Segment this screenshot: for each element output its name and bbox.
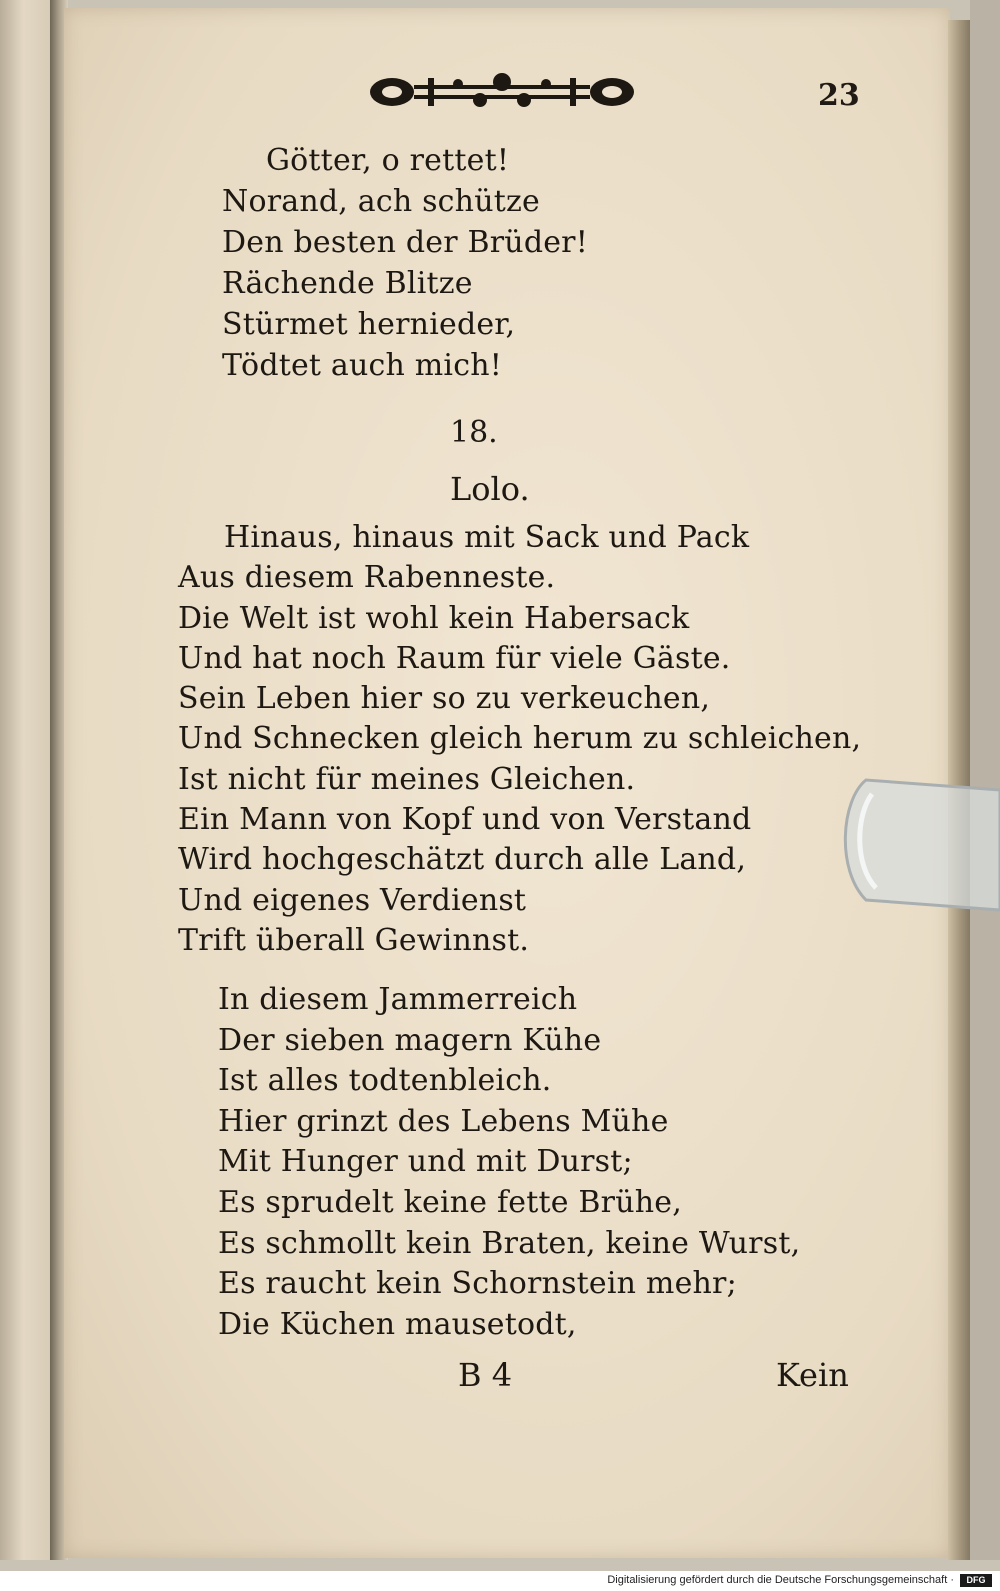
verse-line: Götter, o rettet! (266, 143, 510, 178)
verse-line: Ein Mann von Kopf und von Verstand (178, 802, 752, 838)
verse-line: Den besten der Brüder! (222, 225, 588, 260)
verse-line: Hier grinzt des Lebens Mühe (218, 1103, 669, 1139)
signature-mark: B 4 (458, 1356, 513, 1394)
verse-line: Die Küchen mausetodt, (218, 1306, 577, 1342)
verse-line: Mit Hunger und mit Durst; (218, 1144, 633, 1180)
stanza-3 (218, 980, 800, 1345)
verse-line: Aus diesem Rabenneste. (178, 560, 556, 596)
verse-line: Trift überall Gewinnst. (178, 922, 530, 958)
verse-line: Hinaus, hinaus mit Sack und Pack (224, 520, 750, 555)
verse-line: Ist nicht für meines Gleichen. (178, 761, 636, 797)
dfg-logo: DFG (960, 1574, 992, 1587)
verse-line: Norand, ach schütze (222, 184, 540, 219)
verse-line: Ist alles todtenbleich. (218, 1063, 552, 1099)
section-number: 18. (450, 415, 498, 450)
speaker-name: Lolo. (450, 470, 530, 508)
stanza-1 (222, 140, 588, 386)
stanza-2 (178, 518, 861, 961)
verse-line: Und Schnecken gleich herum zu schleichen, (178, 721, 862, 757)
verse-line: Rächende Blitze (222, 266, 473, 301)
verse-line: Und hat noch Raum für viele Gäste. (178, 640, 731, 676)
funding-credit: Digitalisierung gefördert durch die Deutsche Forschungsgemeinschaft · (607, 1574, 954, 1586)
verse-line: Stürmet hernieder, (222, 307, 516, 342)
verse-line: Die Welt ist wohl kein Habersack (178, 600, 690, 636)
verse-line: In diesem Jammerreich (218, 982, 578, 1017)
verse-line: Es raucht kein Schornstein mehr; (218, 1266, 737, 1302)
header-ornament (368, 70, 636, 114)
verse-line: Tödtet auch mich! (222, 348, 503, 383)
page-clip (836, 770, 1000, 920)
verse-line: Sein Leben hier so zu verkeuchen, (178, 681, 711, 717)
footer-bar (0, 1571, 1000, 1591)
verse-line: Es schmollt kein Braten, keine Wurst, (218, 1225, 801, 1261)
catchword: Kein (776, 1356, 849, 1394)
verse-line: Und eigenes Verdienst (178, 882, 527, 918)
page-number: 23 (818, 78, 860, 113)
verse-line: Der sieben magern Kühe (218, 1022, 602, 1058)
verse-line: Es sprudelt keine fette Brühe, (218, 1184, 682, 1220)
verse-line: Wird hochgeschätzt durch alle Land, (178, 842, 747, 878)
